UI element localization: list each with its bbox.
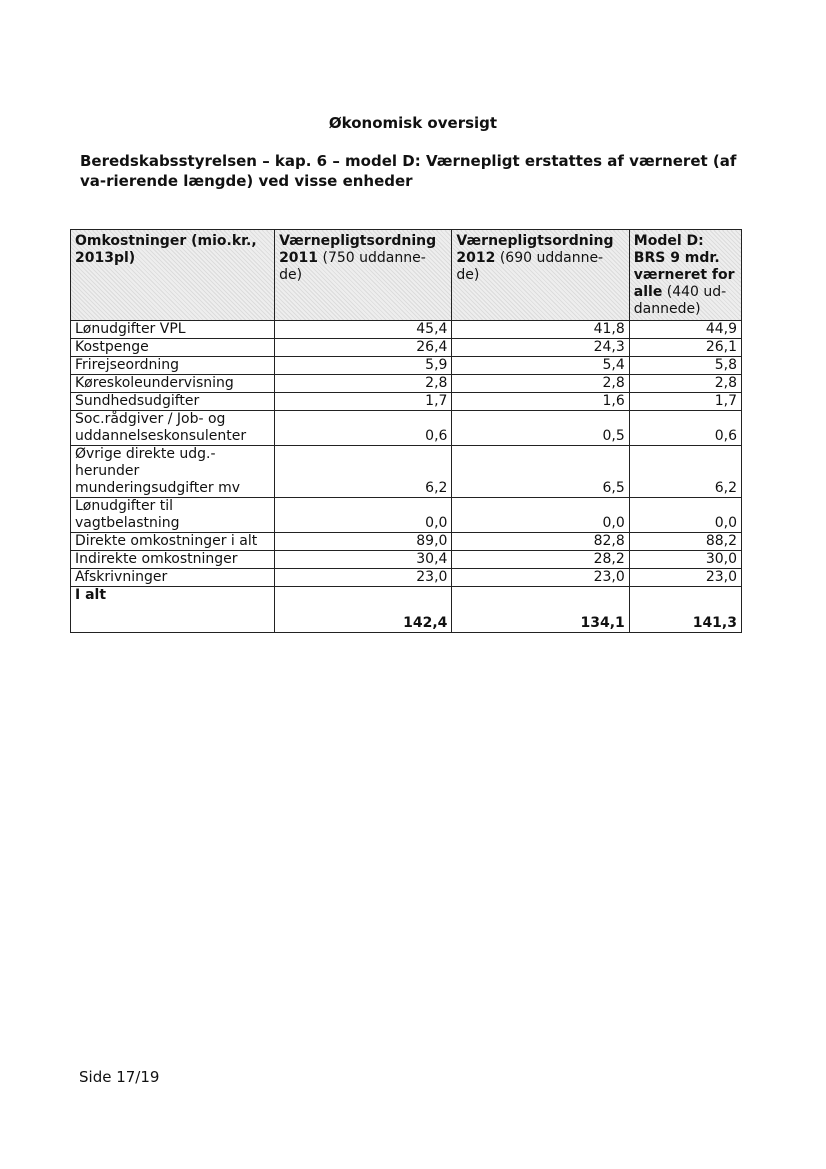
table-row [71,411,742,446]
value-2011: 5,9 [275,357,452,375]
value-model-d: 0,6 [629,411,741,446]
value-2012: 5,4 [452,357,629,375]
total-row [71,587,742,633]
table-row [71,446,742,498]
value-model-d: 44,9 [629,321,741,339]
row-label: I alt [71,587,275,633]
value-2011: 45,4 [275,321,452,339]
table-row [71,393,742,411]
value-2011: 89,0 [275,533,452,551]
value-2011: 0,0 [275,498,452,533]
value-2012: 0,5 [452,411,629,446]
table-row [71,357,742,375]
value-2012: 41,8 [452,321,629,339]
value-2012: 1,6 [452,393,629,411]
value-2012: 2,8 [452,375,629,393]
value-2011: 0,6 [275,411,452,446]
header-omkostninger: Omkostninger (mio.kr., 2013pl) [71,230,275,321]
header-2011: Værnepligtsordning 2011 (750 uddanne-de) [275,230,452,321]
value-2012: 82,8 [452,533,629,551]
table-row [71,339,742,357]
row-label: Indirekte omkostninger [71,551,275,569]
value-2011: 2,8 [275,375,452,393]
table-row [71,321,742,339]
value-2011: 1,7 [275,393,452,411]
value-2011: 23,0 [275,569,452,587]
table-row [71,498,742,533]
value-2012: 28,2 [452,551,629,569]
table-row [71,569,742,587]
table-row [71,533,742,551]
value-2011: 26,4 [275,339,452,357]
table-header-row [71,230,742,321]
page-title: Økonomisk oversigt [328,114,498,132]
value-2012: 134,1 [452,587,629,633]
row-label: Frirejseordning [71,357,275,375]
value-2012: 24,3 [452,339,629,357]
value-model-d: 2,8 [629,375,741,393]
row-label: Kostpenge [71,339,275,357]
cost-table [70,229,742,633]
value-model-d: 141,3 [629,587,741,633]
row-label: Direkte omkostninger i alt [71,533,275,551]
value-model-d: 30,0 [629,551,741,569]
table-row [71,375,742,393]
value-model-d: 88,2 [629,533,741,551]
row-label: Sundhedsudgifter [71,393,275,411]
value-2011: 6,2 [275,446,452,498]
row-label: Lønudgifter til vagtbelastning [71,498,275,533]
value-2011: 30,4 [275,551,452,569]
value-model-d: 23,0 [629,569,741,587]
row-label: Soc.rådgiver / Job- og uddannelseskonsulenter [71,411,275,446]
value-model-d: 1,7 [629,393,741,411]
row-label: Øvrige direkte udg.- herunder munderingsudgifter mv [71,446,275,498]
header-model-d: Model D: BRS 9 mdr. værneret for alle (440 ud-dannede) [629,230,741,321]
value-model-d: 0,0 [629,498,741,533]
page-number: Side 17/19 [79,1068,160,1086]
row-label: Afskrivninger [71,569,275,587]
value-2011: 142,4 [275,587,452,633]
header-2012: Værnepligtsordning 2012 (690 uddanne-de) [452,230,629,321]
table-row [71,551,742,569]
document-subtitle: Beredskabsstyrelsen – kap. 6 – model D: Værnepligt erstattes af værneret (af va-rierende længde) ved visse enheder [80,152,737,190]
row-label: Køreskoleundervisning [71,375,275,393]
value-2012: 6,5 [452,446,629,498]
value-model-d: 6,2 [629,446,741,498]
value-2012: 0,0 [452,498,629,533]
value-2012: 23,0 [452,569,629,587]
value-model-d: 5,8 [629,357,741,375]
value-model-d: 26,1 [629,339,741,357]
row-label: Lønudgifter VPL [71,321,275,339]
